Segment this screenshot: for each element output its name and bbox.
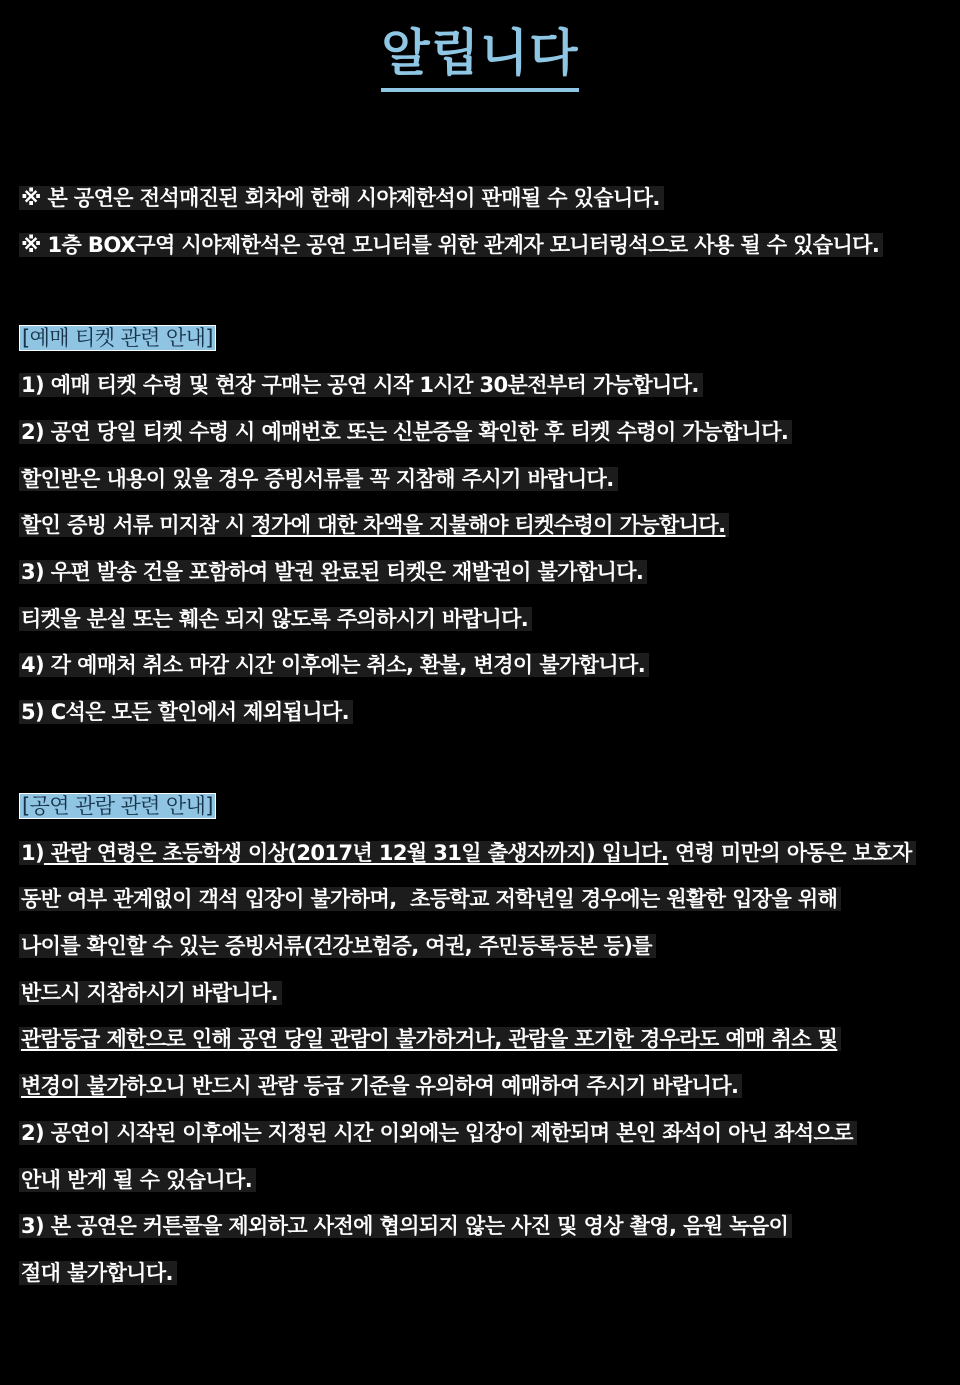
ticket-line	[19, 463, 618, 496]
ticket-line	[19, 603, 532, 636]
ticket-text: 1) 예매 티켓 수령 및 현장 구매는 공연 시작 1시간 30분전부터 가능합니다.	[19, 373, 703, 397]
ticket-section-heading: [예매 티켓 관련 안내]	[19, 325, 216, 351]
notice-line	[19, 182, 664, 215]
viewing-text: 동반 여부 관계없이 객석 입장이 불가하며, 초등학교 저학년일 경우에는 원활한 입장을 위해	[19, 887, 841, 911]
viewing-text: 2) 공연이 시작된 이후에는 지정된 시간 이외에는 입장이 제한되며 본인 좌석이 아닌 좌석으로	[19, 1121, 857, 1145]
viewing-text: 3) 본 공연은 커튼콜을 제외하고 사전에 협의되지 않는 사진 및 영상 촬영, 음원 녹음이	[19, 1214, 792, 1238]
viewing-line	[19, 930, 656, 963]
viewing-text: 안내 받게 될 수 있습니다.	[19, 1168, 256, 1192]
ticket-text: 할인받은 내용이 있을 경우 증빙서류를 꼭 지참해 주시기 바랍니다.	[19, 467, 618, 491]
ticket-line	[19, 416, 792, 449]
ticket-section-heading-line	[19, 322, 216, 355]
viewing-section-heading: [공연 관람 관련 안내]	[19, 793, 216, 819]
notice-text: ※ 1층 BOX구역 시야제한석은 공연 모니터를 위한 관계자 모니터링석으로 사용 될 수 있습니다.	[19, 233, 883, 257]
ticket-text-segment	[19, 513, 729, 537]
ticket-text: 티켓을 분실 또는 훼손 되지 않도록 주의하시기 바랍니다.	[19, 607, 532, 631]
viewing-text: 반드시 지참하시기 바랍니다.	[19, 981, 282, 1005]
viewing-text-underlined: 관람등급 제한으로 인해 공연 당일 관람이 불가하거나, 관람을 포기한 경우라도 예매 취소 및	[19, 1027, 841, 1051]
viewing-text-plain: 하오니 반드시 관람 등급 기준을 유의하여 예매하여 주시기 바랍니다.	[126, 1074, 739, 1098]
viewing-text-segment	[19, 1074, 742, 1098]
viewing-line	[19, 1117, 857, 1150]
ticket-line	[19, 696, 353, 729]
viewing-line	[19, 883, 841, 916]
viewing-text-underlined: 변경이 불가	[21, 1074, 127, 1098]
ticket-line	[19, 649, 649, 682]
viewing-text-segment	[19, 841, 916, 865]
ticket-line	[19, 556, 647, 589]
ticket-line	[19, 509, 729, 542]
viewing-text-underlined: 관람 연령은 초등학생 이상(2017년 12월 31일 출생자까지) 입니다.	[44, 841, 669, 865]
page-title: 알립니다	[381, 22, 578, 92]
notice-line	[19, 229, 883, 262]
viewing-line	[19, 1164, 256, 1197]
viewing-text-plain: 1)	[21, 841, 45, 865]
viewing-text: 절대 불가합니다.	[19, 1261, 177, 1285]
ticket-text-underlined: 정가에 대한 차액을 지불해야 티켓수령이 가능합니다.	[251, 513, 726, 537]
ticket-text-plain: 할인 증빙 서류 미지참 시	[21, 513, 252, 537]
notice-text: ※ 본 공연은 전석매진된 회차에 한해 시야제한석이 판매될 수 있습니다.	[19, 186, 664, 210]
title-container	[0, 22, 960, 92]
ticket-text: 4) 각 예매처 취소 마감 시간 이후에는 취소, 환불, 변경이 불가합니다.	[19, 653, 649, 677]
viewing-line	[19, 1023, 841, 1056]
viewing-text: 나이를 확인할 수 있는 증빙서류(건강보험증, 여권, 주민등록등본 등)를	[19, 934, 656, 958]
viewing-line	[19, 1210, 792, 1243]
viewing-text-plain: 연령 미만의 아동은 보호자	[668, 841, 912, 865]
ticket-text: 3) 우편 발송 건을 포함하여 발권 완료된 티켓은 재발권이 불가합니다.	[19, 560, 647, 584]
ticket-text: 2) 공연 당일 티켓 수령 시 예매번호 또는 신분증을 확인한 후 티켓 수령이 가능합니다.	[19, 420, 792, 444]
viewing-line	[19, 837, 916, 870]
ticket-line	[19, 369, 703, 402]
viewing-line	[19, 1257, 177, 1290]
viewing-section-heading-line	[19, 790, 216, 823]
viewing-line	[19, 977, 282, 1010]
ticket-text: 5) C석은 모든 할인에서 제외됩니다.	[19, 700, 353, 724]
viewing-line	[19, 1070, 742, 1103]
